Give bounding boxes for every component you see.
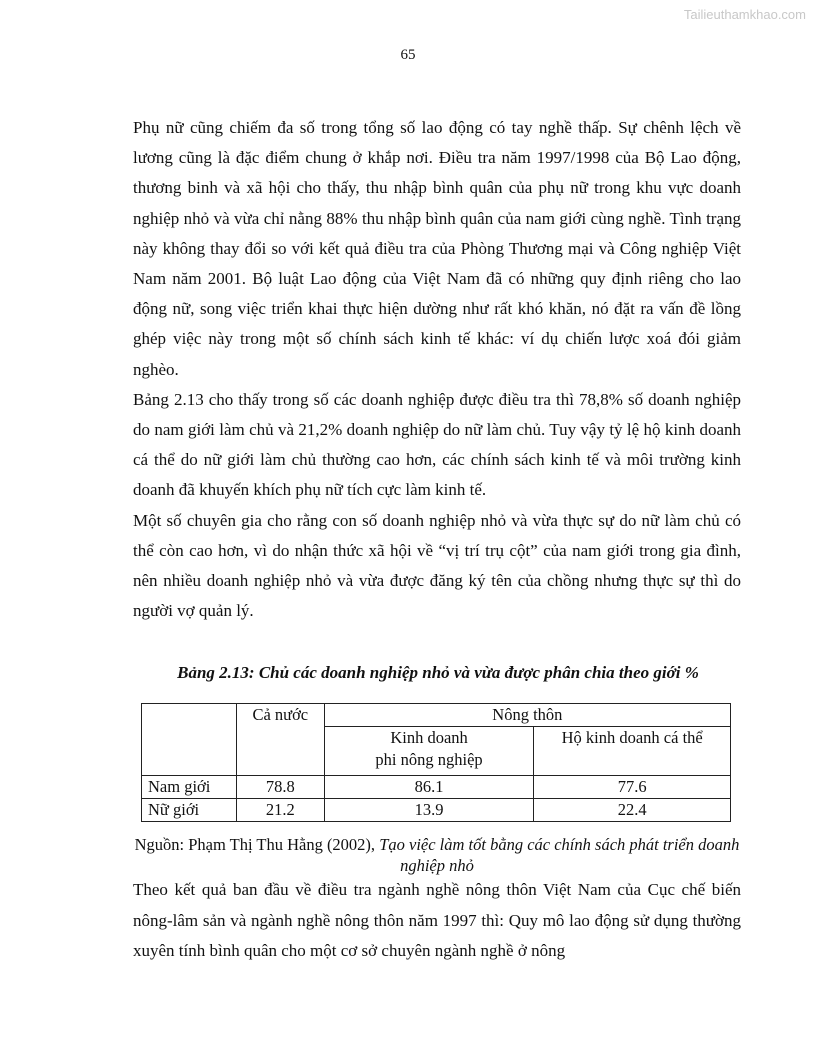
- paragraph-3: Một số chuyên gia cho rằng con số doanh nghiệp nhỏ và vừa thực sự do nữ làm chủ có thể còn cao hơn, vì do nhận thức xã hội về “vị trí trụ cột” của nam giới trong gia đình, nên nhiều doanh nghiệp nhỏ và vừa được đăng ký tên của chồng nhưng thực sự thì do người vợ quản lý.: [133, 510, 741, 621]
- cell-household: 77.6: [534, 776, 731, 799]
- body-text: [133, 113, 741, 626]
- row-label: Nam giới: [142, 776, 237, 799]
- data-table: [141, 703, 731, 822]
- cell-household: 22.4: [534, 799, 731, 822]
- header-rural: Nông thôn: [324, 704, 730, 727]
- table-row: [142, 799, 731, 822]
- table-source: [133, 834, 741, 876]
- header-empty-cell: [142, 704, 237, 776]
- paragraph-4: Theo kết quả ban đầu về điều tra ngành nghề nông thôn Việt Nam của Cục chế biến nông-lâm sản và ngành nghề nông thôn năm 1997 thì: Quy mô lao động sử dụng thường xuyên tính bình quân cho một cơ sở chuyên ngành nghề ở nông: [133, 880, 741, 960]
- header-nonfarm-line2: phi nông nghiệp: [375, 750, 483, 769]
- header-nonfarm-line1: Kinh doanh: [390, 728, 468, 747]
- source-prefix: Nguồn: Phạm Thị Thu Hằng (2002),: [134, 835, 380, 854]
- watermark-text: Tailieuthamkhao.com: [683, 7, 806, 22]
- paragraph-1: Phụ nữ cũng chiếm đa số trong tổng số lao động có tay nghề thấp. Sự chênh lệch về lương cũng là đặc điểm chung ở khắp nơi. Điều tra năm 1997/1998 của Bộ Lao động, thương binh và xã hội cho thấy, thu nhập bình quân của phụ nữ trong khu vực doanh nghiệp nhỏ và vừa chỉ nằng 88% thu nhập bình quân của nam giới cùng nghề. Tình trạng này không thay đổi so với kết quả điều tra của Phòng Thương mại và Công nghiệp Việt Nam năm 2001. Bộ luật Lao động của Việt Nam đã có những quy định riêng cho lao động nữ, song việc triển khai thực hiện dường như rất khó khăn, nó đặt ra vấn đề lồng ghép việc này trong một số chính sách kinh tế khác: ví dụ chiến lược xoá đói giảm nghèo.: [133, 118, 741, 379]
- source-title: Tạo việc làm tốt bằng các chính sách phát triển doanh nghiệp nhỏ: [379, 835, 740, 875]
- row-label: Nữ giới: [142, 799, 237, 822]
- paragraph-2: Bảng 2.13 cho thấy trong số các doanh nghiệp được điều tra thì 78,8% số doanh nghiệp do nam giới làm chủ và 21,2% doanh nghiệp do nữ làm chủ. Tuy vậy tỷ lệ hộ kinh doanh cá thể do nữ giới làm chủ thường cao hơn, các chính sách kinh tế và môi trường kinh doanh đã khuyến khích phụ nữ tích cực làm kinh tế.: [133, 389, 741, 500]
- header-household: Hộ kinh doanh cá thể: [534, 727, 731, 776]
- table-row: [142, 776, 731, 799]
- table-header-row-1: [142, 704, 731, 727]
- closing-text: [133, 875, 741, 967]
- header-nonfarm: [324, 727, 534, 776]
- table-caption: Bảng 2.13: Chủ các doanh nghiệp nhỏ và vừa được phân chia theo giới %: [177, 663, 699, 682]
- cell-national: 78.8: [236, 776, 324, 799]
- header-national: Cả nước: [236, 704, 324, 776]
- cell-national: 21.2: [236, 799, 324, 822]
- page-number: 65: [400, 47, 416, 63]
- cell-nonfarm: 86.1: [324, 776, 534, 799]
- cell-nonfarm: 13.9: [324, 799, 534, 822]
